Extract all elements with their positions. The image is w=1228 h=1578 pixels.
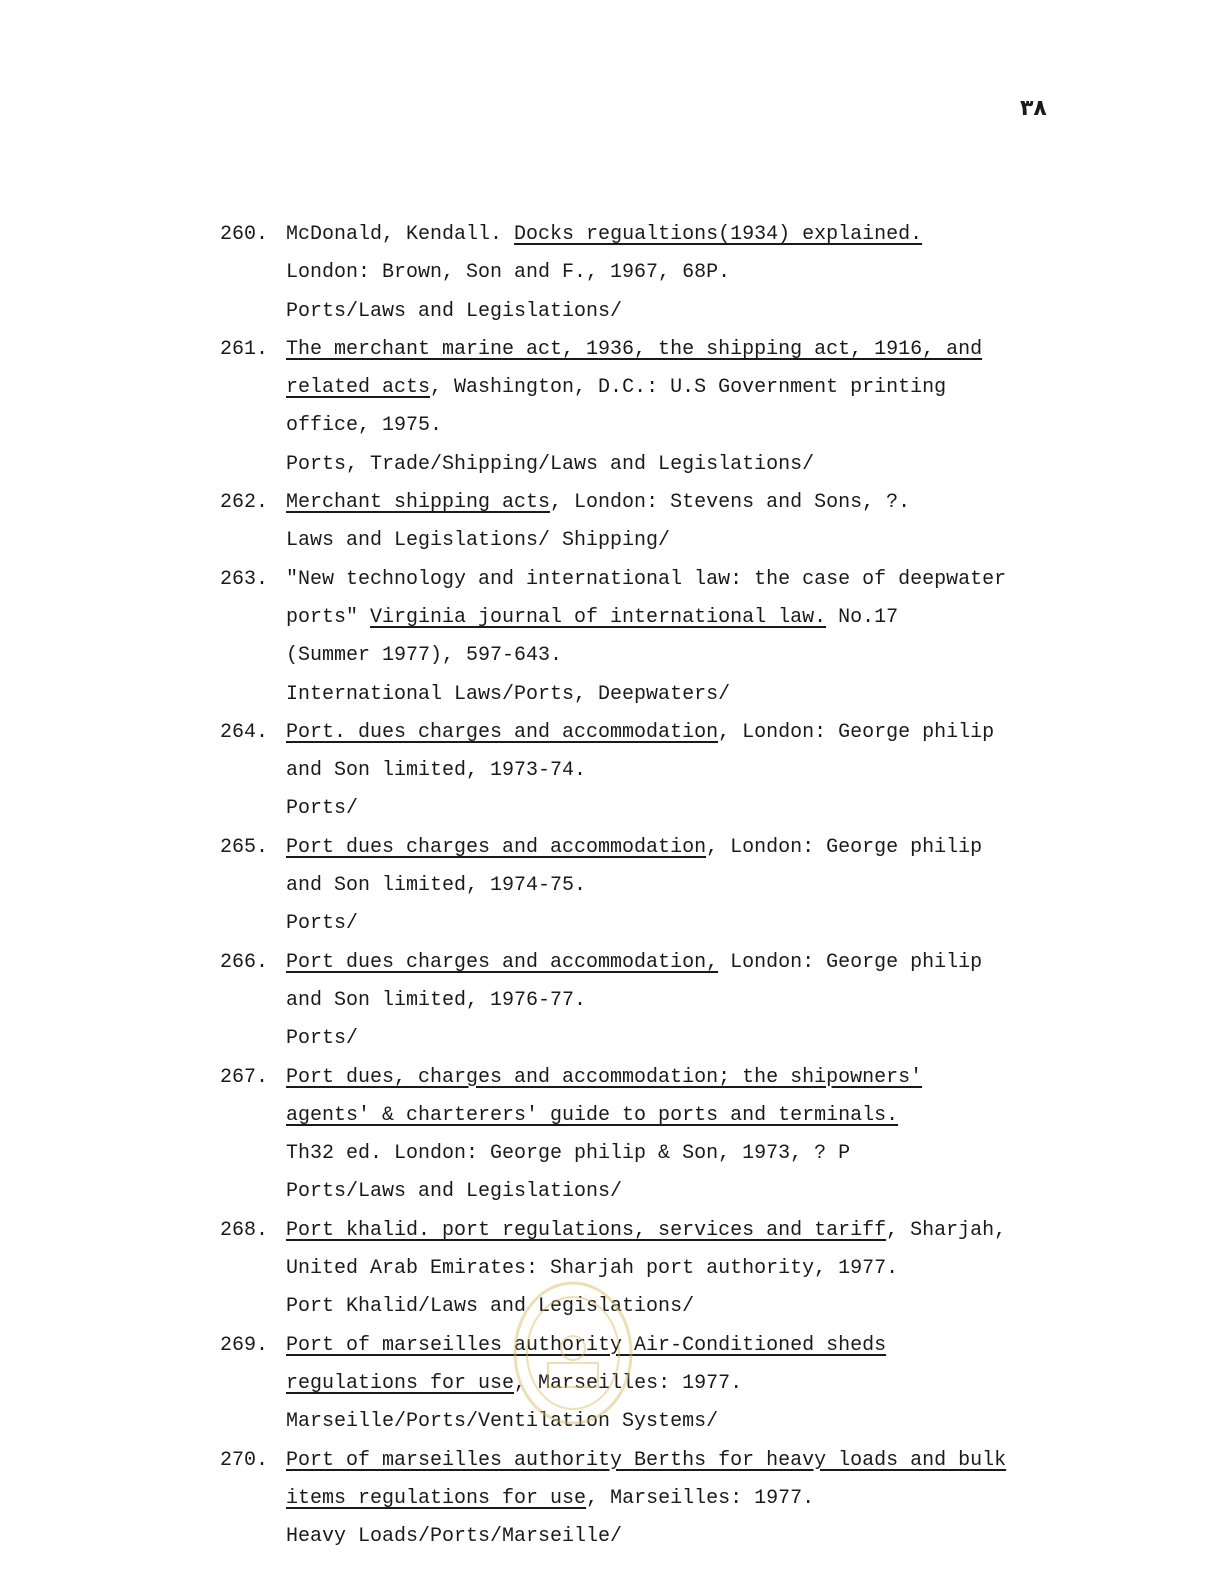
- entry-line: [286, 676, 1080, 714]
- entry-line: [286, 1403, 1080, 1441]
- entry-text: and Son limited, 1976-77.: [286, 988, 587, 1012]
- entry-line: [286, 1020, 1080, 1058]
- entry-number: 262.: [220, 491, 269, 515]
- entry-line: [286, 790, 1080, 828]
- entry-title-text: Port dues charges and accommodation: [286, 835, 707, 859]
- entry-body: [286, 1212, 1080, 1327]
- entry-title-text: Port of marseilles authority Berths for heavy loads and bulk: [286, 1448, 1007, 1472]
- entry-title-text: regulations for use: [286, 1371, 515, 1395]
- entry-title-text: Port khalid. port regulations, services and tariff: [286, 1218, 887, 1242]
- entry-text: Marseille/Ports/Ventilation Systems/: [286, 1410, 719, 1434]
- entry-text: Ports, Trade/Shipping/Laws and Legislations/: [286, 452, 815, 476]
- entry-text: "New technology and international law: the case of deepwater: [286, 567, 1007, 591]
- entry-line: [286, 714, 1080, 752]
- bibliography-entry: [220, 216, 1080, 331]
- bibliography-entry: [220, 1327, 1080, 1442]
- entry-title-text: Port. dues charges and accommodation: [286, 720, 719, 744]
- entry-text: (Summer 1977), 597-643.: [286, 644, 563, 668]
- entry-body: [286, 1442, 1080, 1557]
- entry-text: , Marseilles: 1977.: [514, 1371, 743, 1395]
- entry-line: [286, 216, 1080, 254]
- entry-title-text: agents' & charterers' guide to ports and terminals.: [286, 1103, 899, 1127]
- bibliography-list: [220, 216, 1080, 1556]
- entry-line: [286, 599, 1080, 637]
- entry-text: , Washington, D.C.: U.S Government printing: [430, 376, 947, 400]
- bibliography-entry: [220, 484, 1080, 561]
- entry-text: and Son limited, 1974-75.: [286, 874, 587, 898]
- entry-title-text: Docks regualtions(1934) explained.: [514, 223, 923, 246]
- entry-title-text: items regulations for use: [286, 1486, 587, 1510]
- entry-line: [286, 1135, 1080, 1173]
- entry-text: London: Brown, Son and F., 1967, 68P.: [286, 261, 731, 285]
- entry-title-text: Merchant shipping acts: [286, 491, 551, 515]
- entry-line: [286, 1173, 1080, 1211]
- entry-line: [286, 1442, 1080, 1480]
- entry-number: 263.: [220, 567, 269, 591]
- entry-line: [286, 407, 1080, 445]
- library-seal-watermark: [508, 1278, 638, 1428]
- entry-title-text: Port dues, charges and accommodation; the shipowners': [286, 1065, 923, 1089]
- entry-title-text: The merchant marine act, 1936, the shipping act, 1916, and: [286, 337, 983, 361]
- entry-line: [286, 1059, 1080, 1097]
- entry-number: 264.: [220, 720, 269, 744]
- entry-line: [286, 331, 1080, 369]
- entry-body: [286, 714, 1080, 829]
- entry-line: [286, 637, 1080, 675]
- entry-text: Ports/: [286, 797, 359, 821]
- entry-line: [286, 829, 1080, 867]
- entry-text: Heavy Loads/Ports/Marseille/: [286, 1525, 623, 1549]
- entry-text: Ports/Laws and Legislations/: [286, 299, 623, 323]
- entry-number: 267.: [220, 1065, 269, 1089]
- entry-line: [286, 1480, 1080, 1518]
- entry-body: [286, 331, 1080, 484]
- entry-line: [286, 254, 1080, 292]
- entry-text: and Son limited, 1973-74.: [286, 759, 587, 783]
- entry-number: 261.: [220, 337, 269, 361]
- entry-title-text: Virginia journal of international law.: [370, 605, 827, 629]
- entry-line: [286, 752, 1080, 790]
- entry-line: [286, 944, 1080, 982]
- entry-line: [286, 1518, 1080, 1556]
- entry-line: [286, 522, 1080, 560]
- entry-number: 269.: [220, 1333, 269, 1357]
- bibliography-entry: [220, 561, 1080, 714]
- entry-body: [286, 829, 1080, 944]
- entry-text: , London: Stevens and Sons, ?.: [550, 491, 911, 515]
- entry-title-text: Port of marseilles authority Air-Conditioned sheds: [286, 1333, 887, 1357]
- entry-line: [286, 1327, 1080, 1365]
- entry-text: Th32 ed. London: George philip & Son, 1973, ? P: [286, 1142, 851, 1166]
- entry-text: , Sharjah,: [886, 1218, 1007, 1242]
- entry-body: [286, 944, 1080, 1059]
- entry-line: [286, 1212, 1080, 1250]
- entry-number: 270.: [220, 1448, 269, 1472]
- entry-body: [286, 216, 1080, 331]
- entry-text: Port Khalid/Laws and Legislations/: [286, 1295, 695, 1319]
- entry-line: [286, 1097, 1080, 1135]
- bibliography-entry: [220, 1212, 1080, 1327]
- entry-body: [286, 561, 1080, 714]
- entry-text: London: George philip: [718, 950, 983, 974]
- entry-line: [286, 905, 1080, 943]
- entry-text: ports": [286, 605, 371, 629]
- entry-number: 266.: [220, 950, 269, 974]
- bibliography-entry: [220, 829, 1080, 944]
- bibliography-entry: [220, 331, 1080, 484]
- entry-line: [286, 293, 1080, 331]
- entry-text: McDonald, Kendall.: [286, 223, 515, 246]
- bibliography-entry: [220, 714, 1080, 829]
- entry-text: , London: George philip: [718, 720, 995, 744]
- entry-line: [286, 1288, 1080, 1326]
- entry-line: [286, 484, 1080, 522]
- entry-number: 268.: [220, 1218, 269, 1242]
- entry-line: [286, 1365, 1080, 1403]
- entry-line: [286, 1250, 1080, 1288]
- entry-text: Ports/Laws and Legislations/: [286, 1180, 623, 1204]
- entry-text: Ports/: [286, 912, 359, 936]
- entry-text: , Marseilles: 1977.: [586, 1486, 815, 1510]
- entry-number: 260.: [220, 223, 269, 246]
- entry-title-text: Port dues charges and accommodation,: [286, 950, 719, 974]
- bibliography-entry: [220, 1442, 1080, 1557]
- bibliography-entry: [220, 944, 1080, 1059]
- entry-text: No.17: [826, 605, 899, 629]
- entry-title-text: related acts: [286, 376, 431, 400]
- entry-body: [286, 1327, 1080, 1442]
- entry-text: International Laws/Ports, Deepwaters/: [286, 682, 731, 706]
- entry-text: Laws and Legislations/ Shipping/: [286, 529, 671, 553]
- entry-line: [286, 982, 1080, 1020]
- entry-line: [286, 561, 1080, 599]
- entry-line: [286, 446, 1080, 484]
- entry-text: office, 1975.: [286, 414, 443, 438]
- entry-line: [286, 867, 1080, 905]
- entry-text: United Arab Emirates: Sharjah port authority, 1977.: [286, 1257, 899, 1281]
- entry-number: 265.: [220, 835, 269, 859]
- bibliography-entry: [220, 1059, 1080, 1212]
- page-number: ٣٨: [1020, 96, 1047, 121]
- entry-body: [286, 484, 1080, 561]
- entry-text: , London: George philip: [706, 835, 983, 859]
- entry-body: [286, 1059, 1080, 1212]
- entry-line: [286, 369, 1080, 407]
- entry-text: Ports/: [286, 1027, 359, 1051]
